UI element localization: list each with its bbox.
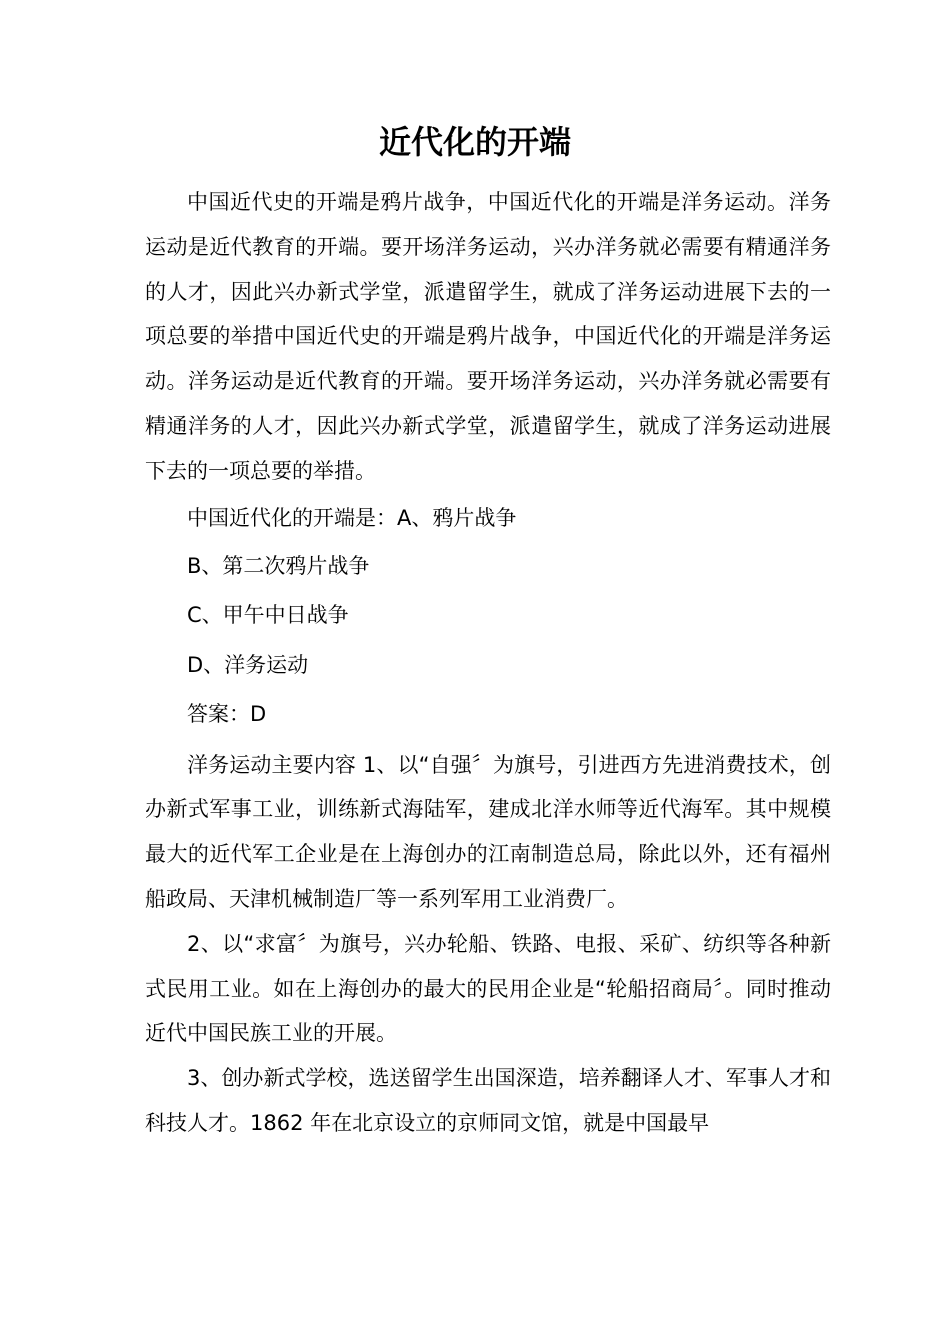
option-d: D、洋务运动	[187, 652, 309, 677]
document-title: 近代化的开端	[378, 123, 571, 161]
content-paragraph-1: 洋务运动主要内容 1、以“自强〞为旗号，引进西方先进消费技术，创办新式军事工业，训练新式海陆军，建成北洋水师等近代海军。其中规模最大的近代军工企业是在上海创办的江南制造总局，除此以外，还有福州船政局、天津机械制造厂等一系列军用工业消费厂。	[145, 752, 831, 911]
content-paragraph-2: 2、以“求富〞为旗号，兴办轮船、铁路、电报、采矿、纺织等各种新式民用工业。如在上海创办的最大的民用企业是“轮船招商局〞。同时推动近代中国民族工业的开展。	[145, 931, 831, 1046]
intro-paragraph: 中国近代史的开端是鸦片战争，中国近代化的开端是洋务运动。洋务运动是近代教育的开端。要开场洋务运动，兴办洋务就必需要有精通洋务的人才，因此兴办新式学堂，派遣留学生，就成了洋务运动进展下去的一项总要的举措中国近代史的开端是鸦片战争，中国近代化的开端是洋务运动。洋务运动是近代教育的开端。要开场洋务运动，兴办洋务就必需要有精通洋务的人才，因此兴办新式学堂，派遣留学生，就成了洋务运动进展下去的一项总要的举措。	[145, 190, 831, 483]
question-text: 中国近代化的开端是：A、鸦片战争	[187, 505, 517, 530]
option-b: B、第二次鸦片战争	[187, 553, 370, 578]
document-body	[145, 180, 831, 1146]
option-c: C、甲午中日战争	[187, 603, 349, 628]
answer-text: 答案：D	[187, 702, 267, 727]
content-paragraph-3: 3、创办新式学校，选送留学生出国深造，培养翻译人才、军事人才和科技人才。1862 年在北京设立的京师同文馆，就是中国最早	[145, 1066, 831, 1135]
